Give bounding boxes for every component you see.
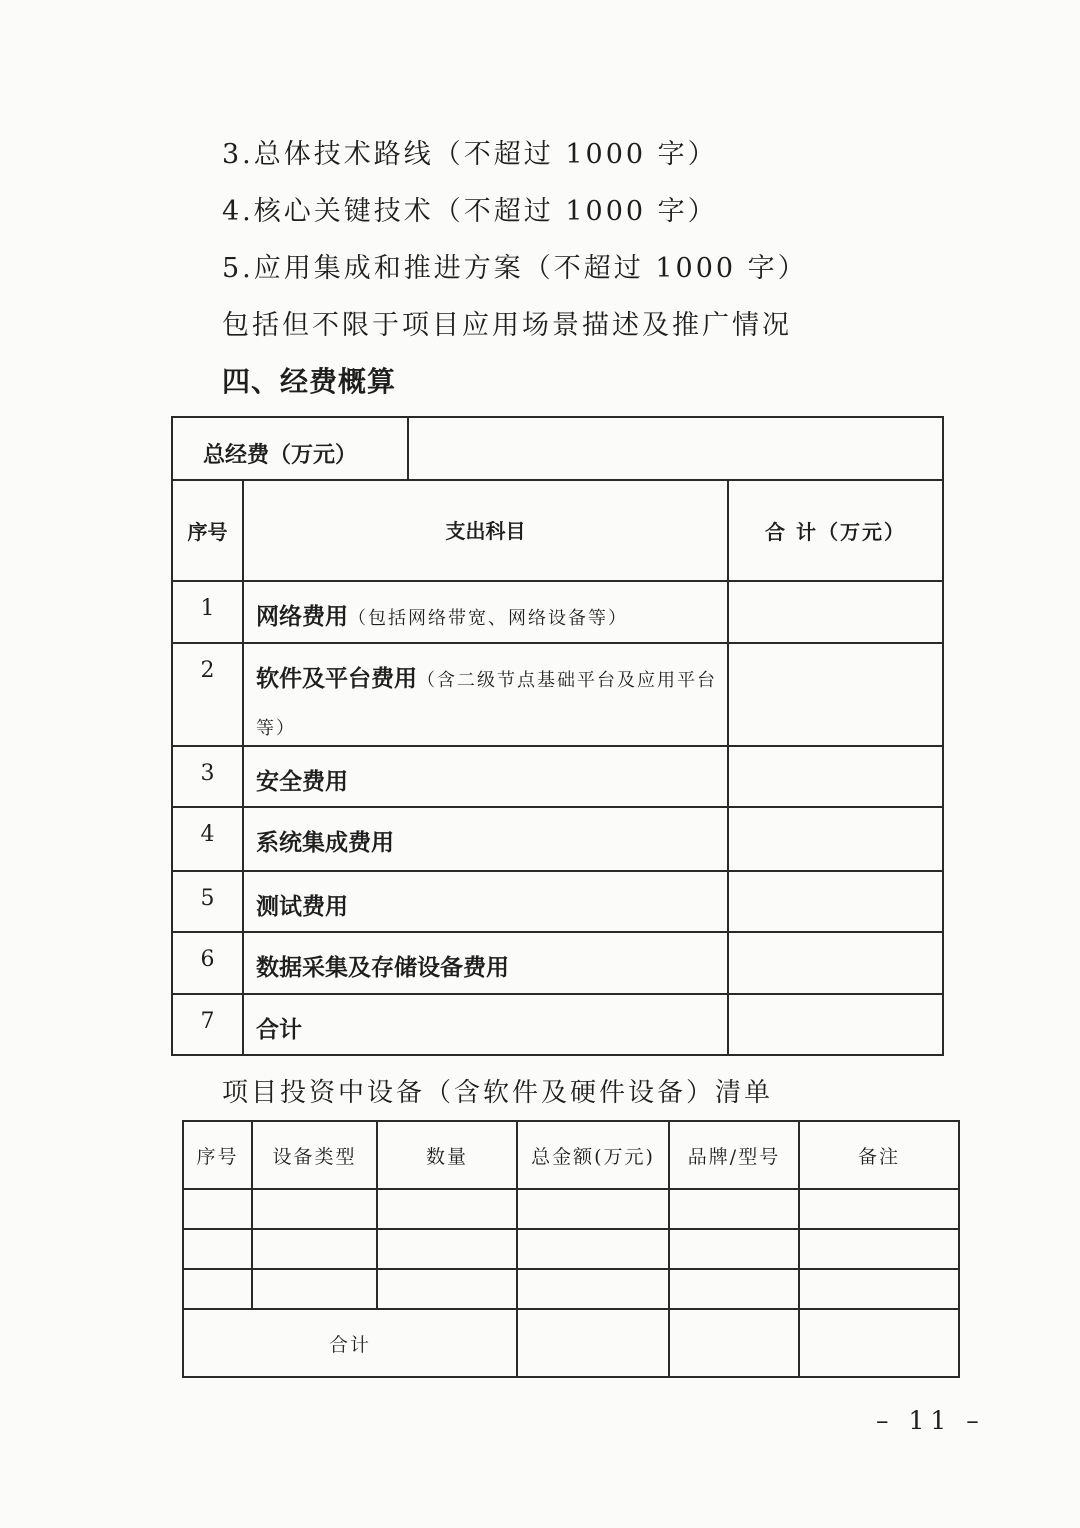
section-heading: 四、经费概算	[222, 365, 397, 398]
budget-header-item: 支出科目	[244, 481, 729, 580]
budget-row-item-label: 合计	[256, 1017, 302, 1043]
budget-row-item	[244, 747, 729, 806]
budget-row-no: 6	[173, 933, 244, 993]
equipment-cell[interactable]	[799, 1309, 959, 1377]
budget-row-no: 1	[173, 582, 244, 642]
budget-row-item-label: 软件及平台费用	[256, 666, 417, 692]
budget-header-amount: 合 计（万元）	[765, 520, 906, 544]
body-line-core-technology: 4.核心关键技术（不超过 1000 字）	[222, 196, 718, 227]
budget-total-row	[173, 418, 942, 481]
equipment-cell[interactable]	[377, 1269, 517, 1309]
budget-total-label: 总经费（万元）	[173, 418, 409, 479]
budget-row-amount[interactable]	[729, 933, 942, 993]
budget-row-no: 4	[173, 808, 244, 870]
budget-header-row	[173, 481, 942, 582]
equipment-header-remarks: 备注	[799, 1121, 959, 1189]
equipment-total-amount[interactable]	[517, 1309, 669, 1377]
equipment-cell[interactable]	[183, 1269, 252, 1309]
budget-row-amount[interactable]	[729, 582, 942, 642]
equipment-cell[interactable]	[669, 1269, 799, 1309]
budget-row-item-note: （含二级节点基础平台及应用平台等）	[256, 670, 717, 739]
equipment-cell[interactable]	[252, 1269, 377, 1309]
table-row	[183, 1269, 959, 1309]
table-row	[173, 582, 942, 644]
equipment-cell[interactable]	[669, 1229, 799, 1269]
budget-row-item	[244, 644, 729, 745]
equipment-total-label: 合计	[183, 1309, 517, 1377]
budget-header-no: 序号	[173, 481, 244, 580]
budget-table	[171, 416, 944, 1056]
budget-total-value[interactable]	[409, 418, 942, 479]
budget-row-item	[244, 808, 729, 870]
table-row	[173, 995, 942, 1054]
equipment-cell[interactable]	[252, 1189, 377, 1229]
equipment-cell[interactable]	[669, 1189, 799, 1229]
equipment-cell[interactable]	[799, 1189, 959, 1229]
budget-row-no: 5	[173, 872, 244, 931]
budget-row-item	[244, 582, 729, 642]
budget-row-item-label: 数据采集及存储设备费用	[256, 955, 509, 981]
budget-row-amount[interactable]	[729, 808, 942, 870]
equipment-list-title: 项目投资中设备（含软件及硬件设备）清单	[222, 1078, 774, 1108]
equipment-header-type: 设备类型	[252, 1121, 377, 1189]
equipment-total-row	[183, 1309, 959, 1377]
budget-row-no: 2	[173, 644, 244, 745]
budget-row-amount[interactable]	[729, 644, 942, 745]
body-line-scenario: 包括但不限于项目应用场景描述及推广情况	[222, 310, 792, 341]
equipment-cell[interactable]	[799, 1229, 959, 1269]
budget-row-item	[244, 995, 729, 1054]
table-row	[173, 933, 942, 995]
page-number: – 11 –	[876, 1406, 985, 1435]
equipment-cell[interactable]	[183, 1229, 252, 1269]
equipment-header-quantity: 数量	[377, 1121, 517, 1189]
budget-row-item	[244, 933, 729, 993]
table-row	[183, 1229, 959, 1269]
equipment-cell[interactable]	[252, 1229, 377, 1269]
budget-row-item-note: （包括网络带宽、网络设备等）	[348, 608, 628, 629]
equipment-cell[interactable]	[377, 1189, 517, 1229]
equipment-header-total-amount: 总金额(万元)	[517, 1121, 669, 1189]
table-row	[173, 644, 942, 747]
budget-row-amount[interactable]	[729, 995, 942, 1054]
equipment-header-brand-model: 品牌/型号	[669, 1121, 799, 1189]
table-row	[173, 872, 942, 933]
equipment-cell[interactable]	[517, 1229, 669, 1269]
body-line-integration-plan: 5.应用集成和推进方案（不超过 1000 字）	[222, 253, 808, 284]
equipment-table	[182, 1120, 960, 1378]
table-row	[173, 747, 942, 808]
equipment-cell[interactable]	[517, 1189, 669, 1229]
budget-row-amount[interactable]	[729, 747, 942, 806]
equipment-cell[interactable]	[183, 1189, 252, 1229]
budget-row-item	[244, 872, 729, 931]
budget-row-no: 3	[173, 747, 244, 806]
equipment-cell[interactable]	[669, 1309, 799, 1377]
equipment-cell[interactable]	[799, 1269, 959, 1309]
budget-row-item-label: 测试费用	[256, 894, 348, 920]
table-row	[173, 808, 942, 872]
equipment-cell[interactable]	[377, 1229, 517, 1269]
equipment-header-no: 序号	[183, 1121, 252, 1189]
budget-row-item-label: 网络费用	[256, 604, 348, 630]
table-row	[183, 1189, 959, 1229]
equipment-cell[interactable]	[517, 1269, 669, 1309]
budget-row-amount[interactable]	[729, 872, 942, 931]
equipment-header-row	[183, 1121, 959, 1189]
body-line-technical-route: 3.总体技术路线（不超过 1000 字）	[222, 139, 718, 170]
budget-row-item-label: 系统集成费用	[256, 830, 394, 856]
budget-row-item-label: 安全费用	[256, 769, 348, 795]
budget-row-no: 7	[173, 995, 244, 1054]
